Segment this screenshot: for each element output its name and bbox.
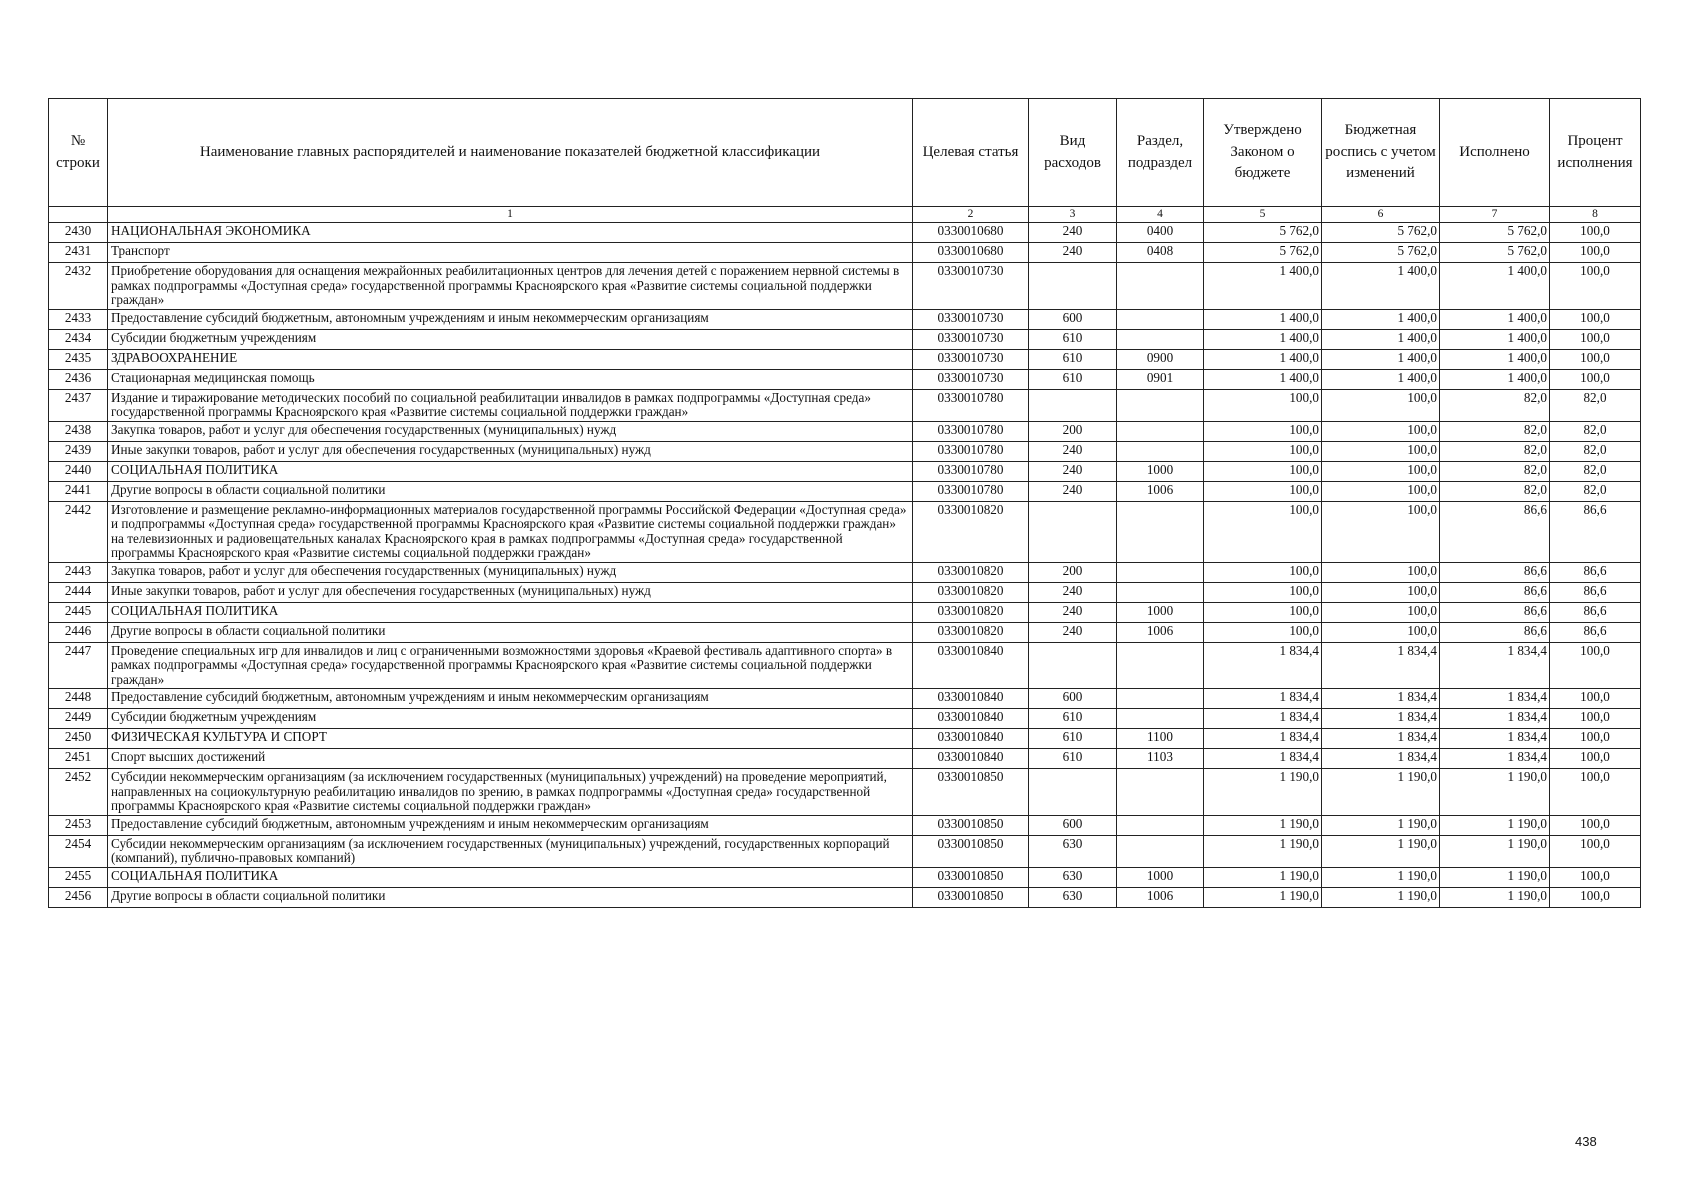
table-row [49, 835, 1641, 867]
execution-percent-cell: 100,0 [1550, 369, 1641, 389]
expense-type-cell [1029, 769, 1117, 816]
expense-type-cell [1029, 642, 1117, 689]
indicator-name-cell: Субсидии некоммерческим организациям (за исключением государственных (муниципальных) учреждений, государственных корпораций (компаний), публично-правовых компаний) [108, 835, 913, 867]
target-article-cell: 0330010730 [913, 329, 1029, 349]
executed-amount-cell: 86,6 [1440, 501, 1550, 562]
expense-type-cell: 600 [1029, 309, 1117, 329]
budget-schedule-cell: 1 400,0 [1322, 309, 1440, 329]
table-row [49, 309, 1641, 329]
indicator-name-cell: ЗДРАВООХРАНЕНИЕ [108, 349, 913, 369]
indicator-name-cell: Предоставление субсидий бюджетным, автономным учреждениям и иным некоммерческим организациям [108, 689, 913, 709]
section-cell [1117, 441, 1204, 461]
indicator-name-cell: Иные закупки товаров, работ и услуг для обеспечения государственных (муниципальных) нужд [108, 441, 913, 461]
row-number-cell: 2440 [49, 461, 108, 481]
target-article-cell: 0330010840 [913, 689, 1029, 709]
page-number: 438 [1575, 1134, 1597, 1149]
budget-schedule-cell: 100,0 [1322, 389, 1440, 421]
section-cell: 1100 [1117, 729, 1204, 749]
table-row [49, 749, 1641, 769]
indicator-name-cell: Другие вопросы в области социальной политики [108, 622, 913, 642]
execution-percent-cell: 100,0 [1550, 642, 1641, 689]
row-number-cell: 2454 [49, 835, 108, 867]
target-article-cell: 0330010840 [913, 642, 1029, 689]
expense-type-cell: 240 [1029, 622, 1117, 642]
executed-amount-cell: 82,0 [1440, 441, 1550, 461]
row-number-cell: 2448 [49, 689, 108, 709]
expense-type-cell: 200 [1029, 562, 1117, 582]
section-cell [1117, 501, 1204, 562]
section-cell [1117, 389, 1204, 421]
header-cell: № строки [49, 99, 108, 207]
approved-amount-cell: 1 190,0 [1204, 769, 1322, 816]
indicator-name-cell: Закупка товаров, работ и услуг для обеспечения государственных (муниципальных) нужд [108, 562, 913, 582]
executed-amount-cell: 1 834,4 [1440, 642, 1550, 689]
expense-type-cell: 610 [1029, 709, 1117, 729]
indicator-name-cell: Транспорт [108, 243, 913, 263]
target-article-cell: 0330010840 [913, 709, 1029, 729]
table-row [49, 622, 1641, 642]
budget-schedule-cell: 100,0 [1322, 582, 1440, 602]
budget-schedule-cell: 1 834,4 [1322, 642, 1440, 689]
table-row [49, 769, 1641, 816]
expense-type-cell: 610 [1029, 729, 1117, 749]
indicator-name-cell: Закупка товаров, работ и услуг для обеспечения государственных (муниципальных) нужд [108, 421, 913, 441]
execution-percent-cell: 100,0 [1550, 769, 1641, 816]
target-article-cell: 0330010780 [913, 441, 1029, 461]
execution-percent-cell: 100,0 [1550, 815, 1641, 835]
approved-amount-cell: 1 400,0 [1204, 329, 1322, 349]
approved-amount-cell: 1 190,0 [1204, 887, 1322, 907]
execution-percent-cell: 82,0 [1550, 421, 1641, 441]
executed-amount-cell: 1 834,4 [1440, 729, 1550, 749]
indicator-name-cell: Приобретение оборудования для оснащения межрайонных реабилитационных центров для лечения детей с поражением нервной системы в рамках подпрограммы «Доступная среда» государственной программы Красноярского края «Развитие системы социальной поддержки граждан» [108, 263, 913, 310]
execution-percent-cell: 86,6 [1550, 501, 1641, 562]
target-article-cell: 0330010820 [913, 582, 1029, 602]
budget-schedule-cell: 100,0 [1322, 461, 1440, 481]
table-row [49, 887, 1641, 907]
indicator-name-cell: Субсидии некоммерческим организациям (за исключением государственных (муниципальных) учреждений) на проведение мероприятий, направленных на социокультурную реабилитацию инвалидов по зрению, в рамках подпрограммы «Доступная среда» государственной программы Красноярского края «Развитие системы социальной поддержки граждан» [108, 769, 913, 816]
budget-schedule-cell: 1 190,0 [1322, 769, 1440, 816]
target-article-cell: 0330010820 [913, 602, 1029, 622]
target-article-cell: 0330010780 [913, 421, 1029, 441]
section-cell: 0901 [1117, 369, 1204, 389]
section-cell: 1000 [1117, 867, 1204, 887]
target-article-cell: 0330010680 [913, 223, 1029, 243]
budget-schedule-cell: 100,0 [1322, 562, 1440, 582]
row-number-cell: 2442 [49, 501, 108, 562]
approved-amount-cell: 1 834,4 [1204, 689, 1322, 709]
section-cell [1117, 709, 1204, 729]
budget-schedule-cell: 1 834,4 [1322, 749, 1440, 769]
section-cell [1117, 329, 1204, 349]
expense-type-cell: 240 [1029, 441, 1117, 461]
executed-amount-cell: 1 834,4 [1440, 689, 1550, 709]
indicator-name-cell: Другие вопросы в области социальной политики [108, 887, 913, 907]
row-number-cell: 2435 [49, 349, 108, 369]
approved-amount-cell: 1 834,4 [1204, 729, 1322, 749]
approved-amount-cell: 1 190,0 [1204, 815, 1322, 835]
row-number-cell: 2441 [49, 481, 108, 501]
target-article-cell: 0330010850 [913, 769, 1029, 816]
column-number-cell: 6 [1322, 207, 1440, 223]
indicator-name-cell: Стационарная медицинская помощь [108, 369, 913, 389]
execution-percent-cell: 100,0 [1550, 867, 1641, 887]
expense-type-cell [1029, 263, 1117, 310]
table-row [49, 481, 1641, 501]
table-body [49, 223, 1641, 908]
target-article-cell: 0330010820 [913, 501, 1029, 562]
row-number-cell: 2431 [49, 243, 108, 263]
expense-type-cell: 610 [1029, 369, 1117, 389]
row-number-cell: 2433 [49, 309, 108, 329]
table-row [49, 263, 1641, 310]
row-number-cell: 2455 [49, 867, 108, 887]
executed-amount-cell: 1 400,0 [1440, 309, 1550, 329]
table-row [49, 441, 1641, 461]
execution-percent-cell: 86,6 [1550, 562, 1641, 582]
execution-percent-cell: 100,0 [1550, 223, 1641, 243]
row-number-cell: 2432 [49, 263, 108, 310]
row-number-cell: 2444 [49, 582, 108, 602]
execution-percent-cell: 100,0 [1550, 835, 1641, 867]
budget-schedule-cell: 1 190,0 [1322, 835, 1440, 867]
section-cell: 1103 [1117, 749, 1204, 769]
expense-type-cell: 610 [1029, 749, 1117, 769]
budget-schedule-cell: 100,0 [1322, 602, 1440, 622]
row-number-cell: 2447 [49, 642, 108, 689]
column-number-cell: 4 [1117, 207, 1204, 223]
executed-amount-cell: 1 190,0 [1440, 769, 1550, 816]
section-cell [1117, 263, 1204, 310]
table-row [49, 389, 1641, 421]
approved-amount-cell: 100,0 [1204, 389, 1322, 421]
executed-amount-cell: 1 190,0 [1440, 815, 1550, 835]
executed-amount-cell: 82,0 [1440, 389, 1550, 421]
section-cell: 1000 [1117, 602, 1204, 622]
execution-percent-cell: 82,0 [1550, 441, 1641, 461]
row-number-cell: 2430 [49, 223, 108, 243]
executed-amount-cell: 1 190,0 [1440, 835, 1550, 867]
section-cell [1117, 815, 1204, 835]
executed-amount-cell: 1 190,0 [1440, 867, 1550, 887]
row-number-cell: 2453 [49, 815, 108, 835]
budget-schedule-cell: 100,0 [1322, 622, 1440, 642]
row-number-cell: 2439 [49, 441, 108, 461]
budget-schedule-cell: 100,0 [1322, 481, 1440, 501]
budget-schedule-cell: 1 400,0 [1322, 349, 1440, 369]
target-article-cell: 0330010850 [913, 887, 1029, 907]
executed-amount-cell: 86,6 [1440, 582, 1550, 602]
indicator-name-cell: СОЦИАЛЬНАЯ ПОЛИТИКА [108, 461, 913, 481]
expense-type-cell [1029, 389, 1117, 421]
approved-amount-cell: 100,0 [1204, 562, 1322, 582]
target-article-cell: 0330010820 [913, 622, 1029, 642]
indicator-name-cell: Субсидии бюджетным учреждениям [108, 329, 913, 349]
approved-amount-cell: 100,0 [1204, 481, 1322, 501]
header-cell: Утверждено Законом о бюджете [1204, 99, 1322, 207]
section-cell [1117, 582, 1204, 602]
indicator-name-cell: ФИЗИЧЕСКАЯ КУЛЬТУРА И СПОРТ [108, 729, 913, 749]
execution-percent-cell: 82,0 [1550, 481, 1641, 501]
approved-amount-cell: 100,0 [1204, 421, 1322, 441]
execution-percent-cell: 100,0 [1550, 263, 1641, 310]
table-row [49, 729, 1641, 749]
column-number-cell: 3 [1029, 207, 1117, 223]
header-cell: Исполнено [1440, 99, 1550, 207]
approved-amount-cell: 100,0 [1204, 622, 1322, 642]
approved-amount-cell: 1 190,0 [1204, 867, 1322, 887]
expense-type-cell: 600 [1029, 689, 1117, 709]
target-article-cell: 0330010680 [913, 243, 1029, 263]
column-number-cell: 5 [1204, 207, 1322, 223]
target-article-cell: 0330010730 [913, 349, 1029, 369]
row-number-cell: 2450 [49, 729, 108, 749]
section-cell [1117, 421, 1204, 441]
executed-amount-cell: 1 400,0 [1440, 329, 1550, 349]
approved-amount-cell: 5 762,0 [1204, 243, 1322, 263]
target-article-cell: 0330010730 [913, 263, 1029, 310]
indicator-name-cell: Другие вопросы в области социальной политики [108, 481, 913, 501]
section-cell: 1006 [1117, 481, 1204, 501]
target-article-cell: 0330010780 [913, 481, 1029, 501]
approved-amount-cell: 1 834,4 [1204, 749, 1322, 769]
target-article-cell: 0330010850 [913, 815, 1029, 835]
execution-percent-cell: 100,0 [1550, 349, 1641, 369]
executed-amount-cell: 86,6 [1440, 602, 1550, 622]
budget-schedule-cell: 1 834,4 [1322, 709, 1440, 729]
approved-amount-cell: 1 400,0 [1204, 309, 1322, 329]
approved-amount-cell: 1 400,0 [1204, 263, 1322, 310]
indicator-name-cell: Изготовление и размещение рекламно-информационных материалов государственной программы Российской Федерации «Доступная среда» и подпрограммы «Доступная среда» государственной программы Красноярского края «Развитие системы социальной поддержки граждан» на телевизионных и радиовещательных каналах Красноярского края в рамках подпрограммы «Доступная среда» государственной программы Красноярского края «Развитие системы социальной поддержки граждан» [108, 501, 913, 562]
table-row [49, 709, 1641, 729]
expense-type-cell [1029, 501, 1117, 562]
indicator-name-cell: Издание и тиражирование методических пособий по социальной реабилитации инвалидов в рамках подпрограммы «Доступная среда» государственной программы Красноярского края «Развитие системы социальной поддержки граждан» [108, 389, 913, 421]
table-row [49, 501, 1641, 562]
execution-percent-cell: 100,0 [1550, 749, 1641, 769]
section-cell [1117, 642, 1204, 689]
row-number-cell: 2451 [49, 749, 108, 769]
budget-schedule-cell: 5 762,0 [1322, 223, 1440, 243]
row-number-cell: 2456 [49, 887, 108, 907]
executed-amount-cell: 1 834,4 [1440, 749, 1550, 769]
row-number-cell: 2449 [49, 709, 108, 729]
indicator-name-cell: Предоставление субсидий бюджетным, автономным учреждениям и иным некоммерческим организациям [108, 815, 913, 835]
indicator-name-cell: СОЦИАЛЬНАЯ ПОЛИТИКА [108, 867, 913, 887]
budget-schedule-cell: 5 762,0 [1322, 243, 1440, 263]
header-cell: Вид расходов [1029, 99, 1117, 207]
row-number-cell: 2436 [49, 369, 108, 389]
table-row [49, 867, 1641, 887]
execution-percent-cell: 100,0 [1550, 243, 1641, 263]
approved-amount-cell: 100,0 [1204, 441, 1322, 461]
budget-schedule-cell: 1 190,0 [1322, 815, 1440, 835]
section-cell: 0400 [1117, 223, 1204, 243]
approved-amount-cell: 1 400,0 [1204, 369, 1322, 389]
budget-schedule-cell: 1 400,0 [1322, 369, 1440, 389]
executed-amount-cell: 82,0 [1440, 421, 1550, 441]
budget-schedule-cell: 100,0 [1322, 421, 1440, 441]
section-cell: 1006 [1117, 622, 1204, 642]
target-article-cell: 0330010780 [913, 389, 1029, 421]
table-row [49, 349, 1641, 369]
header-cell: Целевая статья [913, 99, 1029, 207]
table-row [49, 369, 1641, 389]
table-row [49, 642, 1641, 689]
row-number-cell: 2437 [49, 389, 108, 421]
row-number-cell: 2443 [49, 562, 108, 582]
approved-amount-cell: 5 762,0 [1204, 223, 1322, 243]
target-article-cell: 0330010840 [913, 749, 1029, 769]
row-number-cell: 2445 [49, 602, 108, 622]
execution-percent-cell: 100,0 [1550, 887, 1641, 907]
execution-percent-cell: 86,6 [1550, 622, 1641, 642]
indicator-name-cell: Предоставление субсидий бюджетным, автономным учреждениям и иным некоммерческим организациям [108, 309, 913, 329]
table-row [49, 815, 1641, 835]
header-cell: Раздел, подраздел [1117, 99, 1204, 207]
approved-amount-cell: 1 400,0 [1204, 349, 1322, 369]
target-article-cell: 0330010840 [913, 729, 1029, 749]
section-cell [1117, 562, 1204, 582]
table-row [49, 223, 1641, 243]
column-number-cell: 7 [1440, 207, 1550, 223]
section-cell [1117, 769, 1204, 816]
target-article-cell: 0330010780 [913, 461, 1029, 481]
execution-percent-cell: 100,0 [1550, 729, 1641, 749]
table-row [49, 689, 1641, 709]
budget-schedule-cell: 1 190,0 [1322, 887, 1440, 907]
expense-type-cell: 240 [1029, 223, 1117, 243]
approved-amount-cell: 100,0 [1204, 582, 1322, 602]
budget-schedule-cell: 1 834,4 [1322, 729, 1440, 749]
executed-amount-cell: 1 400,0 [1440, 263, 1550, 310]
indicator-name-cell: НАЦИОНАЛЬНАЯ ЭКОНОМИКА [108, 223, 913, 243]
table-row [49, 243, 1641, 263]
column-number-cell: 8 [1550, 207, 1641, 223]
target-article-cell: 0330010730 [913, 369, 1029, 389]
column-number-cell: 1 [108, 207, 913, 223]
budget-schedule-cell: 1 400,0 [1322, 329, 1440, 349]
approved-amount-cell: 100,0 [1204, 501, 1322, 562]
executed-amount-cell: 1 400,0 [1440, 349, 1550, 369]
budget-schedule-cell: 100,0 [1322, 501, 1440, 562]
execution-percent-cell: 100,0 [1550, 309, 1641, 329]
executed-amount-cell: 1 400,0 [1440, 369, 1550, 389]
expense-type-cell: 630 [1029, 835, 1117, 867]
table-row [49, 582, 1641, 602]
target-article-cell: 0330010730 [913, 309, 1029, 329]
header-cell: Наименование главных распорядителей и наименование показателей бюджетной классификации [108, 99, 913, 207]
executed-amount-cell: 86,6 [1440, 622, 1550, 642]
budget-schedule-cell: 1 400,0 [1322, 263, 1440, 310]
execution-percent-cell: 100,0 [1550, 689, 1641, 709]
section-cell: 0408 [1117, 243, 1204, 263]
execution-percent-cell: 82,0 [1550, 389, 1641, 421]
indicator-name-cell: Спорт высших достижений [108, 749, 913, 769]
execution-percent-cell: 86,6 [1550, 602, 1641, 622]
table-row [49, 602, 1641, 622]
table-row [49, 461, 1641, 481]
expense-type-cell: 240 [1029, 243, 1117, 263]
budget-schedule-cell: 100,0 [1322, 441, 1440, 461]
approved-amount-cell: 1 190,0 [1204, 835, 1322, 867]
column-number-cell: 2 [913, 207, 1029, 223]
table-row [49, 329, 1641, 349]
approved-amount-cell: 1 834,4 [1204, 642, 1322, 689]
column-number-row [49, 207, 1641, 223]
executed-amount-cell: 1 834,4 [1440, 709, 1550, 729]
row-number-cell: 2452 [49, 769, 108, 816]
column-number-cell [49, 207, 108, 223]
header-cell: Бюджетная роспись с учетом изменений [1322, 99, 1440, 207]
approved-amount-cell: 1 834,4 [1204, 709, 1322, 729]
executed-amount-cell: 5 762,0 [1440, 243, 1550, 263]
budget-execution-table [48, 98, 1641, 908]
approved-amount-cell: 100,0 [1204, 461, 1322, 481]
execution-percent-cell: 82,0 [1550, 461, 1641, 481]
approved-amount-cell: 100,0 [1204, 602, 1322, 622]
table-row [49, 421, 1641, 441]
expense-type-cell: 630 [1029, 867, 1117, 887]
target-article-cell: 0330010820 [913, 562, 1029, 582]
header-cell: Процент исполнения [1550, 99, 1641, 207]
execution-percent-cell: 100,0 [1550, 329, 1641, 349]
section-cell: 1000 [1117, 461, 1204, 481]
row-number-cell: 2446 [49, 622, 108, 642]
executed-amount-cell: 86,6 [1440, 562, 1550, 582]
row-number-cell: 2434 [49, 329, 108, 349]
indicator-name-cell: Субсидии бюджетным учреждениям [108, 709, 913, 729]
executed-amount-cell: 5 762,0 [1440, 223, 1550, 243]
section-cell [1117, 689, 1204, 709]
executed-amount-cell: 1 190,0 [1440, 887, 1550, 907]
expense-type-cell: 240 [1029, 461, 1117, 481]
target-article-cell: 0330010850 [913, 867, 1029, 887]
table-row [49, 562, 1641, 582]
expense-type-cell: 240 [1029, 481, 1117, 501]
budget-schedule-cell: 1 190,0 [1322, 867, 1440, 887]
section-cell: 0900 [1117, 349, 1204, 369]
expense-type-cell: 600 [1029, 815, 1117, 835]
execution-percent-cell: 86,6 [1550, 582, 1641, 602]
executed-amount-cell: 82,0 [1440, 461, 1550, 481]
expense-type-cell: 240 [1029, 602, 1117, 622]
target-article-cell: 0330010850 [913, 835, 1029, 867]
indicator-name-cell: Иные закупки товаров, работ и услуг для обеспечения государственных (муниципальных) нужд [108, 582, 913, 602]
expense-type-cell: 610 [1029, 329, 1117, 349]
section-cell: 1006 [1117, 887, 1204, 907]
row-number-cell: 2438 [49, 421, 108, 441]
expense-type-cell: 630 [1029, 887, 1117, 907]
indicator-name-cell: СОЦИАЛЬНАЯ ПОЛИТИКА [108, 602, 913, 622]
budget-schedule-cell: 1 834,4 [1322, 689, 1440, 709]
execution-percent-cell: 100,0 [1550, 709, 1641, 729]
expense-type-cell: 610 [1029, 349, 1117, 369]
expense-type-cell: 240 [1029, 582, 1117, 602]
indicator-name-cell: Проведение специальных игр для инвалидов и лиц с ограниченными возможностями здоровья «Краевой фестиваль адаптивного спорта» в рамках подпрограммы «Доступная среда» государственной программы Красноярского края «Развитие системы социальной поддержки граждан» [108, 642, 913, 689]
section-cell [1117, 309, 1204, 329]
header-row [49, 99, 1641, 207]
expense-type-cell: 200 [1029, 421, 1117, 441]
executed-amount-cell: 82,0 [1440, 481, 1550, 501]
section-cell [1117, 835, 1204, 867]
